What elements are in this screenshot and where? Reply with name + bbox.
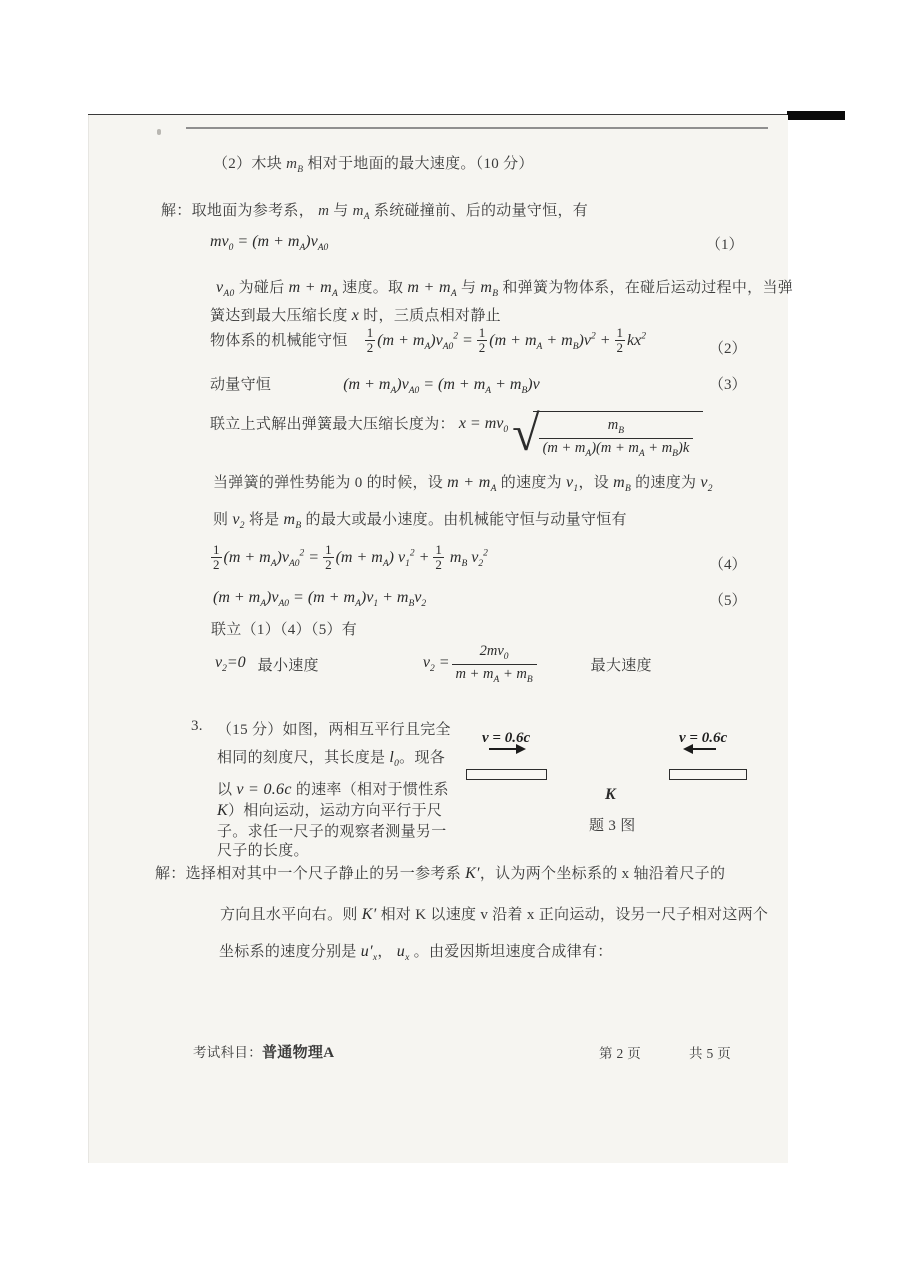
right-ruler-velocity-label: v = 0.6c xyxy=(679,730,728,746)
math-var: $m_B$ xyxy=(480,279,499,300)
math-token: x xyxy=(458,415,466,433)
square-root xyxy=(512,405,703,461)
equation-4-tag: （4） xyxy=(709,557,747,573)
v2-min-value: $v_2=0$ xyxy=(215,653,246,675)
math-token: )v xyxy=(527,376,540,393)
math-var: $v_2$ xyxy=(232,511,245,532)
text-fragment: 取地面为参考系， xyxy=(191,203,319,219)
one-half-fraction: $\frac{1}{2}$ xyxy=(213,542,220,573)
problem-3-line xyxy=(217,778,449,799)
math-var: $m_B$ xyxy=(613,474,632,495)
right-arrow-icon xyxy=(489,748,523,750)
math-token: = (m + m xyxy=(233,233,300,250)
math-token: = xyxy=(304,548,324,566)
left-ruler-velocity-label: v = 0.6c xyxy=(482,730,531,746)
math-var: $m_B$ xyxy=(283,511,302,532)
document-page xyxy=(88,115,794,1163)
fraction-numerator: $2mv_0$ xyxy=(452,642,537,665)
math-var: v = 0.6c xyxy=(236,781,292,798)
text-fragment: ）相向运动，运动方向平行于尺 xyxy=(227,803,443,819)
math-var: K xyxy=(217,802,228,819)
text-fragment: 则 xyxy=(213,512,233,528)
right-ruler xyxy=(669,769,747,780)
solution-3-line xyxy=(219,940,613,963)
math-var: $v_1$ xyxy=(565,474,579,495)
left-arrow-icon xyxy=(686,748,716,750)
min-speed-label: 最小速度 xyxy=(257,657,319,674)
math-token: v xyxy=(467,548,479,566)
paragraph-line xyxy=(210,304,501,325)
footer-subject xyxy=(193,1041,334,1062)
math-token: v xyxy=(414,589,422,606)
math-var: m xyxy=(318,203,330,219)
paragraph-line xyxy=(213,508,627,531)
math-token: )v xyxy=(430,331,443,349)
text-fragment: 选择相对其中一个尺子静止的另一参考系 xyxy=(185,866,466,882)
math-token: (m + m xyxy=(335,548,383,566)
text-fragment: 相对 K 以速度 v 沿着 x 正向运动，设另一尺子相对这两个 xyxy=(376,907,769,923)
math-token: kx xyxy=(627,331,642,349)
max-speed-label: 最大速度 xyxy=(590,657,652,674)
math-token: )v xyxy=(266,589,279,606)
text-fragment: 为碰后 xyxy=(234,280,289,296)
text-fragment: 相同的刻度尺，其长度是 xyxy=(217,750,390,766)
footer-page-number: 第 2 页 xyxy=(599,1046,641,1061)
one-half-fraction: $\frac{1}{2}$ xyxy=(435,542,442,573)
math-token: (m + m xyxy=(377,331,425,349)
equation-2-tag: （2） xyxy=(709,341,747,357)
math-var: $v_{A0}$ xyxy=(216,279,235,300)
text-fragment: ， xyxy=(377,944,397,960)
math-token: + m xyxy=(491,376,522,393)
math-token: (m + m xyxy=(343,376,391,393)
radicand xyxy=(533,411,704,461)
momentum-label: 动量守恒 xyxy=(210,377,272,393)
max-speed-fraction xyxy=(452,642,537,687)
solution-3-line xyxy=(220,903,768,924)
math-var: $v_2$ xyxy=(700,474,713,495)
text-fragment: 时，三质点相对静止 xyxy=(359,308,501,324)
text-fragment: 与 xyxy=(329,203,353,219)
math-token: )v xyxy=(578,331,591,349)
math-var: $m_A$ xyxy=(352,203,370,222)
text-fragment: 簧达到最大压缩长度 xyxy=(210,308,352,324)
footer-page-total: 共 5 页 xyxy=(689,1046,731,1061)
math-token: + xyxy=(595,331,615,349)
equation-5-tag: （5） xyxy=(709,593,747,609)
text-fragment: 与 xyxy=(456,280,481,296)
math-token: mv xyxy=(210,233,229,250)
fraction-denominator: $m + m_A + m_B$ xyxy=(455,665,533,685)
text-fragment: ，设 xyxy=(578,475,614,491)
text-fragment: 的速度为 xyxy=(631,475,701,491)
math-var: $m_B$ xyxy=(286,156,304,175)
figure-caption: 题 3 图 xyxy=(589,818,636,834)
math-var: $u_x$ xyxy=(396,943,410,964)
text-fragment: 的速率（相对于惯性系 xyxy=(291,782,449,798)
subject-value: 普通物理A xyxy=(262,1045,335,1061)
math-var: $m + m_A$ xyxy=(288,279,339,300)
text-fragment: ，认为两个坐标系的 x 轴沿着尺子的 xyxy=(479,866,726,882)
math-token: + m xyxy=(378,589,409,606)
math-var: K′ xyxy=(465,865,480,882)
text-fragment: 。现各 xyxy=(399,750,446,766)
text-fragment: 将是 xyxy=(244,512,284,528)
problem-3-line: （15 分）如图，两相互平行且完全 xyxy=(217,722,451,738)
problem-3-number: 3. xyxy=(191,718,203,734)
math-token: = xyxy=(458,331,477,349)
math-token: (m + m xyxy=(213,589,261,606)
math-token: = (m + m xyxy=(289,589,356,606)
solution-label: 解： xyxy=(155,866,186,882)
text-fragment: （2）木块 xyxy=(213,156,287,172)
fraction xyxy=(539,416,694,461)
math-var: $m + m_A$ xyxy=(407,279,457,300)
text-fragment: 的最大或最小速度。由机械能守恒与动量守恒有 xyxy=(301,512,627,528)
v2-max-value: $v_2$ = xyxy=(422,653,450,675)
math-var: K′ xyxy=(361,906,377,923)
equation-4: $\frac{1}{2}$ $(m + m_A)v_{A0}^2$ = $\frac{1}{2}$ $(m + m_A)$ $v_1^2$ + $\frac{1}{2}$ $m_B$ $v_2^2$ xyxy=(213,542,488,573)
math-var: $m + m_A$ xyxy=(447,474,497,495)
mechanical-energy-label: 物体系的机械能守恒 xyxy=(210,332,348,349)
equation-3-tag: （3） xyxy=(709,377,747,393)
scan-speck xyxy=(157,129,161,135)
text-fragment: 速度。取 xyxy=(338,280,408,296)
text-fragment: 坐标系的速度分别是 xyxy=(219,944,361,960)
math-token: ) xyxy=(388,548,398,566)
math-token: + xyxy=(414,548,434,566)
solution-label: 解： xyxy=(161,203,192,219)
math-var: $u'_x$ xyxy=(360,943,378,964)
solution-2-intro-line xyxy=(161,199,588,222)
equation-2-row xyxy=(210,326,646,355)
text-fragment: 方向且水平向右。则 xyxy=(220,907,362,923)
text-fragment: 的速度为 xyxy=(496,475,566,491)
paragraph-line xyxy=(216,276,793,299)
math-token: = (m + m xyxy=(419,376,486,393)
radical-sign: √ xyxy=(512,405,540,461)
arrow-head xyxy=(683,744,693,754)
text-fragment: 相对于地面的最大速度。（10 分） xyxy=(303,156,534,172)
arrow-head xyxy=(516,744,526,754)
math-token: + m xyxy=(542,331,573,349)
equation-1-tag: （1） xyxy=(706,237,744,253)
paragraph-line xyxy=(213,471,713,494)
combine-145-line: 联立（1）（4）（5）有 xyxy=(211,622,358,638)
compression-formula: $x = mv_0$ √ $\frac{m_B}{(m + m_A)(m + m_A + m_B)k}$ xyxy=(459,415,703,432)
problem-3-line xyxy=(217,799,442,820)
header-rule-line xyxy=(186,127,768,129)
text-fragment: 以 xyxy=(217,782,237,798)
frame-K-label: K xyxy=(605,786,616,803)
math-token: (m + m xyxy=(223,548,271,566)
text-fragment: 当弹簧的弹性势能为 0 的时候，设 xyxy=(213,475,448,491)
fraction-numerator: $m_B$ xyxy=(539,416,694,439)
math-token: )v xyxy=(360,589,374,606)
scan-black-bar xyxy=(787,111,845,120)
subject-label: 考试科目： xyxy=(193,1045,262,1060)
problem-3-line xyxy=(217,746,445,769)
one-half-fraction: $\frac{1}{2}$ xyxy=(366,325,374,356)
math-token: )v xyxy=(276,548,289,566)
combine-equations-label: 联立上式解出弹簧最大压缩长度为： xyxy=(210,416,455,433)
one-half-fraction: $\frac{1}{2}$ xyxy=(616,325,623,356)
math-var: x xyxy=(351,307,360,324)
problem-3-line: 子。求任一尺子的观察者测量另一 xyxy=(217,824,447,840)
solution-3-line xyxy=(155,862,725,883)
text-fragment: 和弹簧为物体系，在碰后运动过程中，当弹 xyxy=(498,280,794,296)
spring-compression-row xyxy=(210,405,703,461)
problem-3-line: 尺子的长度。 xyxy=(217,843,309,859)
left-ruler xyxy=(466,769,547,780)
math-token: m xyxy=(445,548,462,566)
math-token: )v xyxy=(396,376,409,393)
equation-5: $(m + m_A)v_{A0} = (m + m_A)v_1 + m_Bv_2$ xyxy=(213,589,427,610)
one-half-fraction: $\frac{1}{2}$ xyxy=(478,325,486,356)
one-half-fraction: $\frac{1}{2}$ xyxy=(325,542,332,573)
equation-3-row xyxy=(210,373,540,396)
math-var: $l_0$ xyxy=(389,749,400,770)
equation-2: $\frac{1}{2}$ $(m + m_A)v_{A0}^2$ = $\frac{1}{2}$ $(m + m_A + m_B)v^2$ + $\frac{1}{2}$ $kx^2$ xyxy=(366,325,646,356)
results-row xyxy=(215,643,652,685)
math-token: )v xyxy=(305,233,318,250)
fraction-denominator: $(m + m_A)(m + m_A + m_B)k$ xyxy=(542,439,690,459)
question-2-line xyxy=(213,152,534,175)
math-token: = mv xyxy=(465,415,504,433)
equation-3: $(m + m_A)v_{A0} = (m + m_A + m_B)v$ xyxy=(343,376,540,397)
text-fragment: 。由爱因斯坦速度合成律有： xyxy=(409,944,613,960)
math-token: v xyxy=(397,548,406,566)
text-fragment: 系统碰撞前、后的动量守恒，有 xyxy=(369,203,589,219)
math-token: (m + m xyxy=(489,331,537,349)
equation-1: $mv_0 = (m + m_A)v_{A0}$ xyxy=(210,233,329,254)
